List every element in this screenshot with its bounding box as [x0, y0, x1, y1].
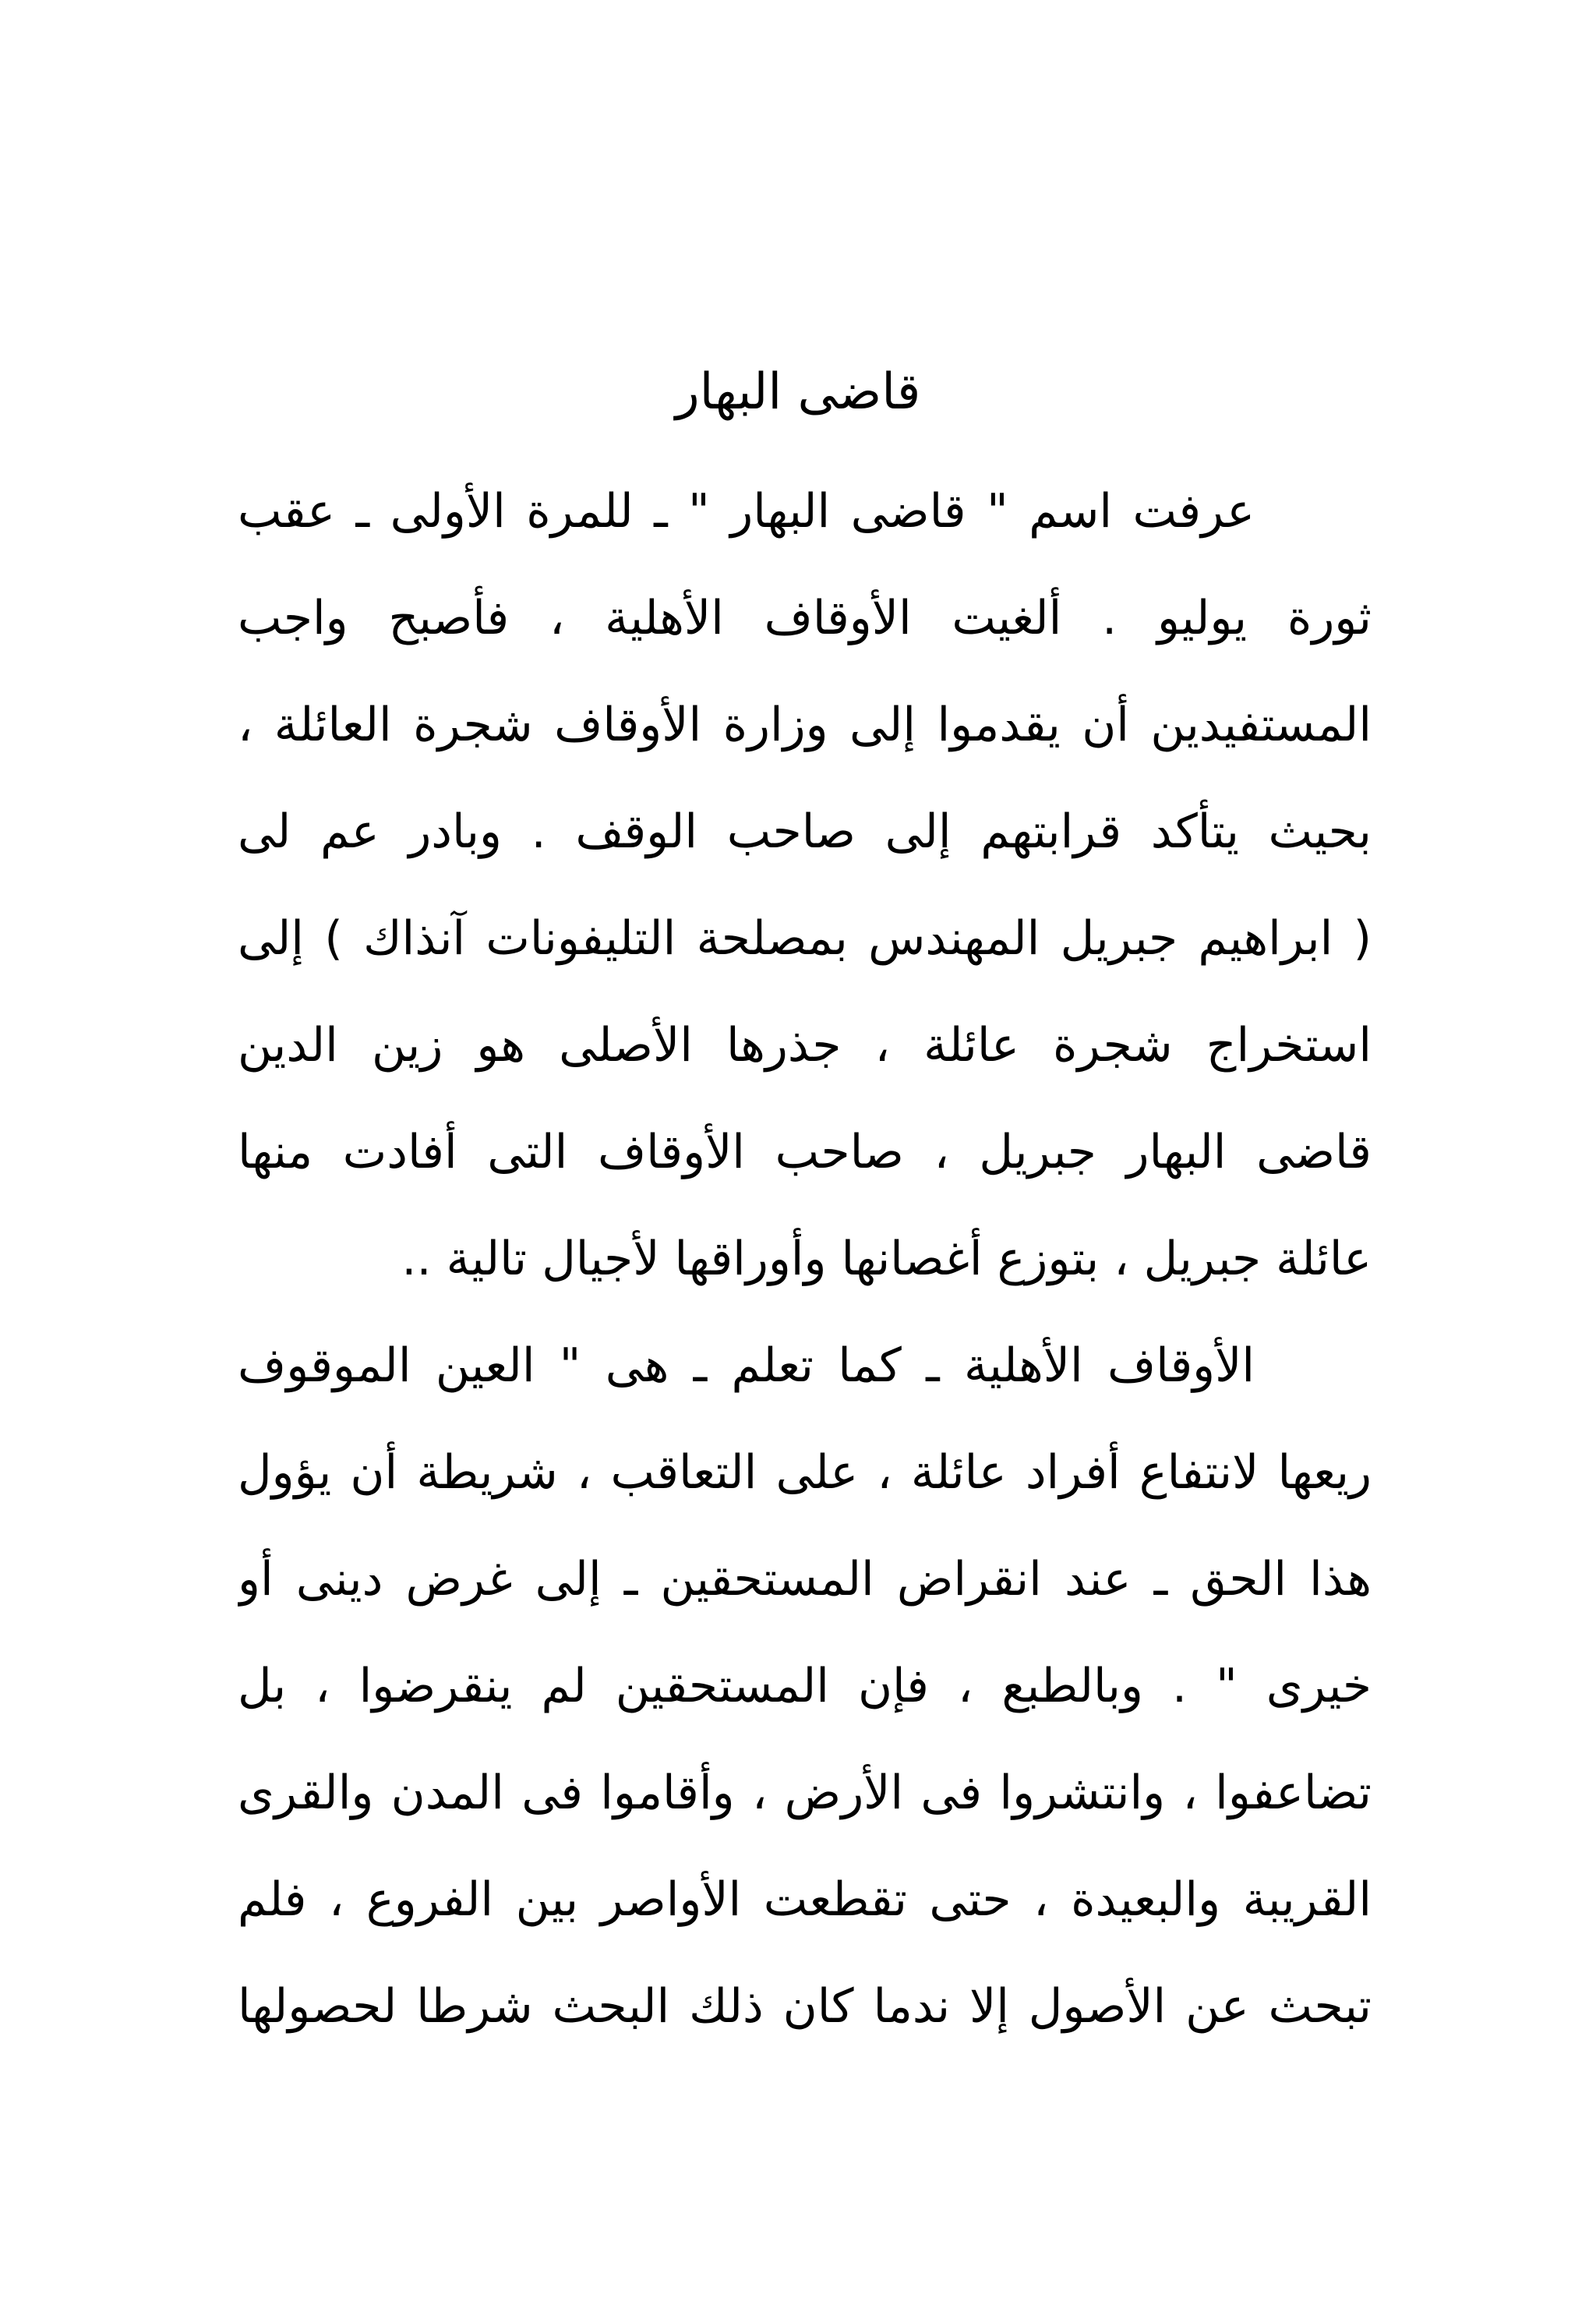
paragraph-line: عائلة جبريل ، بتوزع أغصانها وأوراقها لأجيال تالية .. — [401, 1232, 1372, 1286]
paragraph-line: القريبة والبعيدة ، حتى تقطعت الأواصر بين الفروع ، فلم — [238, 1872, 1372, 1927]
paragraph-line: تضاعفوا ، وانتشروا فى الأرض ، وأقاموا فى المدن والقرى — [238, 1766, 1372, 1820]
paragraph-line: ( ابراهيم جبريل المهندس بمصلحة التليفونات آنذاك ) إلى — [238, 911, 1372, 966]
page-title: قاضى البهار — [675, 363, 921, 421]
paragraph-line: عرفت اسم " قاضى البهار " ـ للمرة الأولى ـ عقب — [238, 484, 1255, 539]
paragraph-line: استخراج شجرة عائلة ، جذرها الأصلى هو زين الدين — [238, 1018, 1372, 1073]
paragraph-line: تبحث عن الأصول إلا ندما كان ذلك البحث شرطا لحصولها — [238, 1979, 1372, 2034]
paragraph-line: الأوقاف الأهلية ـ كما تعلم ـ هى " العين الموقوف — [238, 1338, 1255, 1393]
paragraph-line: ثورة يوليو . ألغيت الأوقاف الأهلية ، فأصبح واجب — [238, 591, 1372, 645]
paragraph-line: ريعها لانتفاع أفراد عائلة ، على التعاقب ، شريطة أن يؤول — [238, 1445, 1372, 1500]
paragraph-line: المستفيدين أن يقدموا إلى وزارة الأوقاف شجرة العائلة ، — [238, 698, 1372, 752]
paragraph-line: بحيث يتأكد قرابتهم إلى صاحب الوقف . وبادر عم لى — [238, 804, 1372, 859]
paragraph-line: قاضى البهار جبريل ، صاحب الأوقاف التى أفادت منها — [238, 1125, 1372, 1179]
paragraph-line: خيرى " . وبالطبع ، فإن المستحقين لم ينقرضوا ، بل — [238, 1659, 1372, 1713]
body-text — [238, 458, 1372, 2060]
paragraph-line: هذا الحق ـ عند انقراض المستحقين ـ إلى غرض دينى أو — [238, 1552, 1372, 1607]
